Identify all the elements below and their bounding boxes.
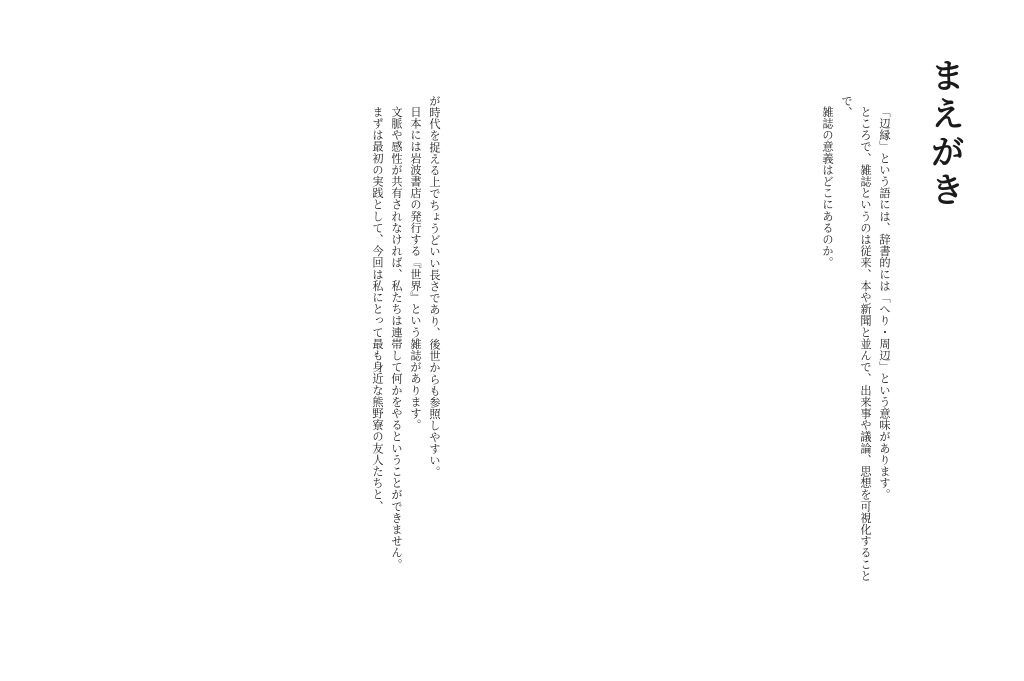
paragraph: 日本には岩波書店の発行する『世界』という雑誌があります。 [409, 106, 422, 431]
page-title: まえがき [924, 58, 965, 210]
paragraph: が時代を捉える上でちょうどいい長さであり、後世からも参照しやすい。 [428, 95, 441, 478]
page-gutter [512, 0, 513, 681]
text-column-left [64, 95, 444, 595]
paragraph: 「辺縁」という語には、辞書的には「へり・周辺」という意味があります。 [878, 106, 891, 501]
paragraph: まずは最初の実践として、今回は私にとって最も身近な熊野寮の友人たちと、 [371, 106, 384, 513]
paragraph: 文脈や感性が共有されなければ、私たちは連帯して何かをやるということができません。 [390, 106, 403, 571]
paragraph: ところで、雑誌というのは従来、本や新聞と並んで、出来事や議論、思想を可視化することで、 [840, 95, 872, 582]
text-column-right [534, 95, 894, 595]
paragraph: 雑誌の意義はどこにあるのか。 [821, 106, 834, 269]
